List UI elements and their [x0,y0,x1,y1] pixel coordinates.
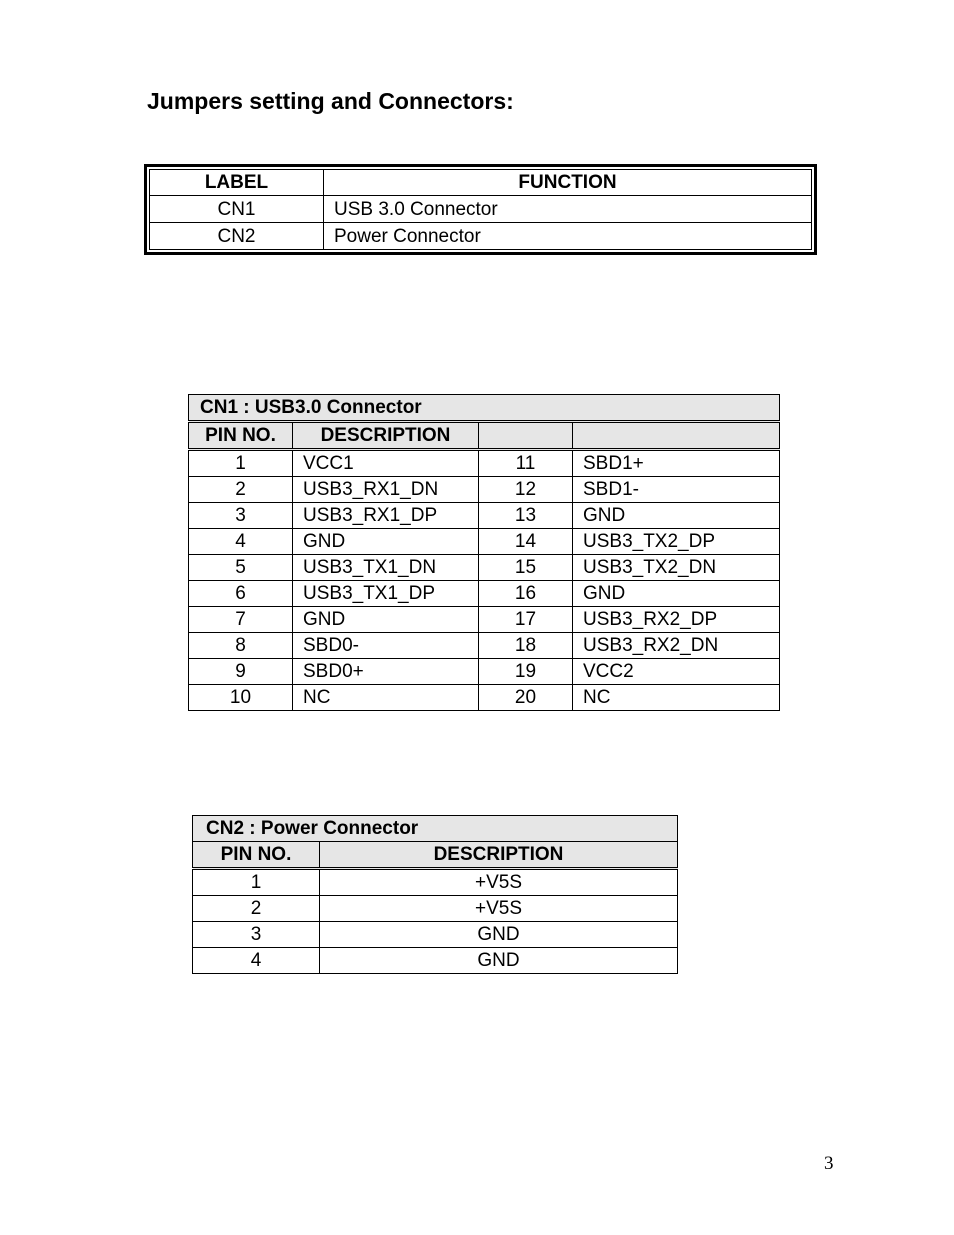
cn1-cell-pin: 10 [189,685,293,711]
cn1-cell-pin-2: 17 [479,607,573,633]
cn2-cell-pin: 4 [193,948,320,974]
cn1-table-row [189,477,780,503]
cn1-cell-pin-2: 16 [479,581,573,607]
cn1-cell-pin: 8 [189,633,293,659]
summary-cell-label: CN1 [150,196,324,223]
cn1-cell-description: USB3_RX1_DP [293,503,479,529]
cn2-table-row [193,896,678,922]
cn2-table-title: CN2 : Power Connector [193,816,678,842]
cn1-cell-description: SBD0- [293,633,479,659]
summary-cell-label: CN2 [150,223,324,250]
page-number: 3 [824,1153,834,1174]
cn1-cell-description: GND [293,529,479,555]
cn1-cell-description-2: SBD1- [573,477,780,503]
cn1-cell-pin-2: 12 [479,477,573,503]
cn2-cell-pin: 1 [193,869,320,896]
cn2-cell-pin: 2 [193,896,320,922]
cn1-cell-description-2: USB3_RX2_DP [573,607,780,633]
cn1-cell-description-2: SBD1+ [573,450,780,477]
cn1-cell-pin: 7 [189,607,293,633]
summary-header-label: LABEL [150,170,324,196]
cn1-table-row [189,529,780,555]
cn1-cell-pin-2: 18 [479,633,573,659]
cn1-cell-description-2: USB3_TX2_DP [573,529,780,555]
cn2-cell-description: GND [320,948,678,974]
summary-row [150,223,812,250]
cn2-header-pin: PIN NO. [193,842,320,869]
cn1-header-pin-2 [479,422,573,450]
cn1-cell-description-2: GND [573,581,780,607]
page-heading: Jumpers setting and Connectors: [147,88,514,114]
cn1-cell-description-2: NC [573,685,780,711]
cn1-table-row [189,659,780,685]
cn1-cell-pin: 2 [189,477,293,503]
cn1-table-title: CN1 : USB3.0 Connector [189,395,780,422]
cn1-cell-pin: 1 [189,450,293,477]
cn2-cell-pin: 3 [193,922,320,948]
cn1-cell-pin-2: 14 [479,529,573,555]
cn1-table-row [189,503,780,529]
cn1-cell-description-2: USB3_TX2_DN [573,555,780,581]
cn1-header-description: DESCRIPTION [293,422,479,450]
cn1-cell-description-2: VCC2 [573,659,780,685]
cn1-cell-description: VCC1 [293,450,479,477]
summary-cell-function: USB 3.0 Connector [324,196,812,223]
cn1-cell-pin: 5 [189,555,293,581]
cn1-table-row [189,685,780,711]
cn2-cell-description: GND [320,922,678,948]
cn1-pin-table [188,394,780,711]
cn1-cell-pin-2: 19 [479,659,573,685]
connector-summary-table [144,164,817,255]
summary-header-row [150,170,812,196]
cn1-cell-pin: 9 [189,659,293,685]
cn1-cell-description-2: USB3_RX2_DN [573,633,780,659]
cn1-header-pin: PIN NO. [189,422,293,450]
cn1-cell-pin: 6 [189,581,293,607]
cn1-cell-pin-2: 15 [479,555,573,581]
cn1-table-row [189,450,780,477]
cn1-cell-pin: 4 [189,529,293,555]
cn1-title-row [189,395,780,422]
cn2-header-row [193,842,678,869]
cn1-cell-description: USB3_TX1_DP [293,581,479,607]
cn1-cell-pin-2: 11 [479,450,573,477]
cn2-pin-table [192,815,678,974]
summary-cell-function: Power Connector [324,223,812,250]
cn1-table-row [189,555,780,581]
summary-header-function: FUNCTION [324,170,812,196]
cn1-header-description-2 [573,422,780,450]
summary-row [150,196,812,223]
cn2-cell-description: +V5S [320,896,678,922]
cn1-table-row [189,581,780,607]
cn2-table-row [193,948,678,974]
cn2-cell-description: +V5S [320,869,678,896]
cn2-table-row [193,869,678,896]
cn1-table-row [189,607,780,633]
cn1-cell-pin: 3 [189,503,293,529]
cn1-cell-pin-2: 13 [479,503,573,529]
cn2-table-row [193,922,678,948]
cn1-cell-description: NC [293,685,479,711]
cn1-cell-description-2: GND [573,503,780,529]
cn1-cell-pin-2: 20 [479,685,573,711]
cn1-cell-description: USB3_RX1_DN [293,477,479,503]
cn2-title-row [193,816,678,842]
cn1-cell-description: USB3_TX1_DN [293,555,479,581]
cn1-header-row [189,422,780,450]
cn1-table-row [189,633,780,659]
cn1-cell-description: SBD0+ [293,659,479,685]
cn1-cell-description: GND [293,607,479,633]
cn2-header-description: DESCRIPTION [320,842,678,869]
